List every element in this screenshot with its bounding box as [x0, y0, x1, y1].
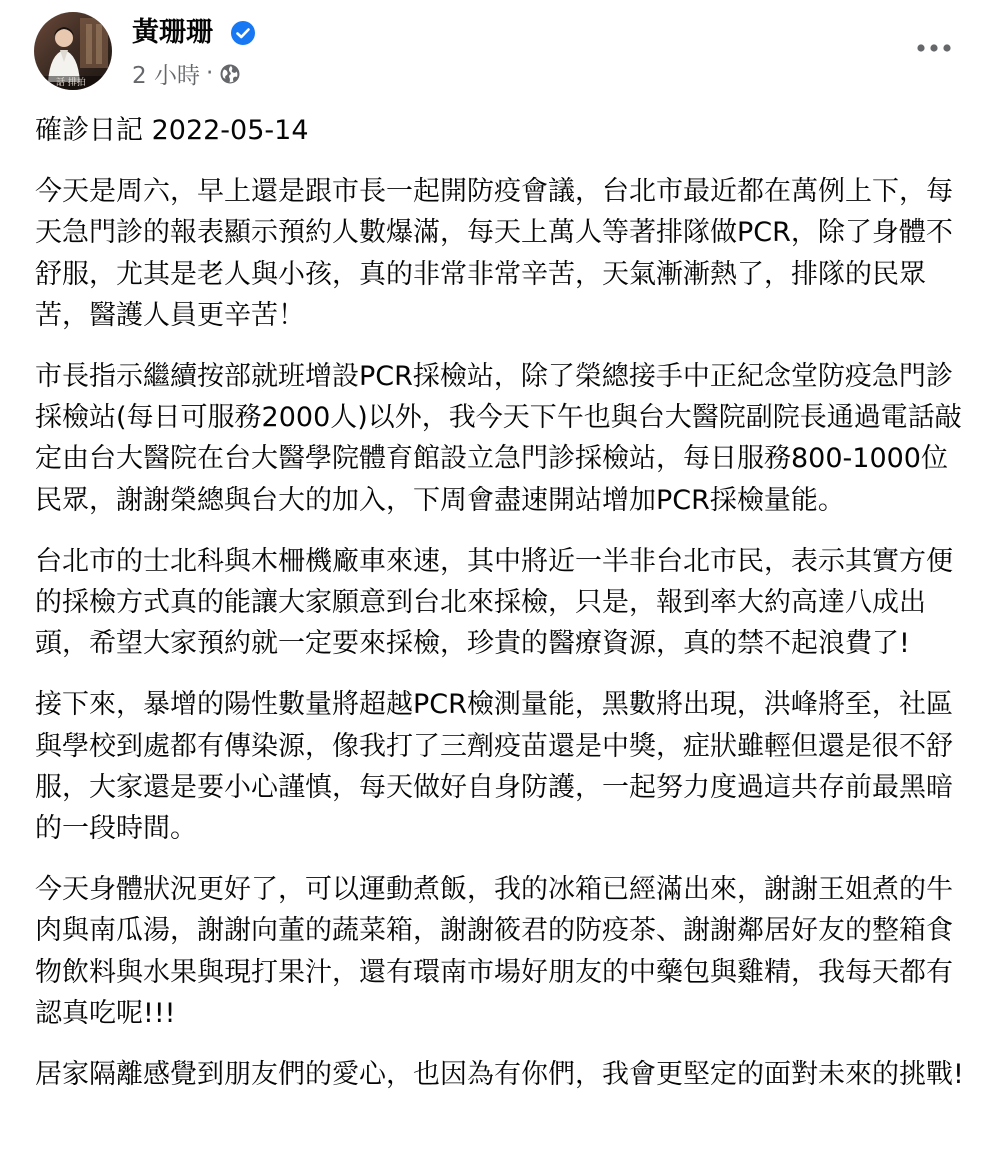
author-name[interactable]: 黃珊珊	[132, 17, 213, 48]
verified-badge-icon	[230, 20, 256, 46]
post-body	[35, 110, 970, 1115]
more-dots-icon	[917, 44, 951, 52]
post-paragraph: 接下來，暴增的陽性數量將超越PCR檢測量能，黑數將出現，洪峰將至，社區與學校到處都有傳染源，像我打了三劑疫苗還是中獎，症狀雖輕但還是很不舒服，大家還是要小心謹慎，每天做好自身防護，一起努力度過這共存前最黑暗的一段時間。	[35, 689, 953, 845]
meta-separator: ·	[205, 60, 214, 86]
post-timestamp[interactable]: 2 小時	[132, 62, 200, 89]
globe-icon[interactable]	[219, 63, 241, 85]
post-paragraph: 市長指示繼續按部就班增設PCR採檢站，除了榮總接手中正紀念堂防疫急門診採檢站(每日可服務2000人)以外，我今天下午也與台大醫院副院長通過電話敲定由台大醫院在台大醫學院體育館設立急門診採檢站，每日服務800-1000位民眾，謝謝榮總與台大的加入，下周會盡速開站增加PCR採檢量能。	[35, 361, 962, 516]
avatar[interactable]	[34, 12, 112, 90]
post-paragraph: 今天是周六，早上還是跟市長一起開防疫會議，台北市最近都在萬例上下，每天急門診的報表顯示預約人數爆滿，每天上萬人等著排隊做PCR，除了身體不舒服，尤其是老人與小孩，真的非常非常辛苦，天氣漸漸熱了，排隊的民眾苦，醫護人員更辛苦！	[35, 176, 953, 331]
post-title: 確診日記 2022-05-14	[35, 115, 309, 146]
post-meta	[132, 56, 241, 90]
post-paragraph: 今天身體狀況更好了，可以運動煮飯，我的冰箱已經滿出來，謝謝王姐煮的牛肉與南瓜湯，謝謝向董的蔬菜箱，謝謝筱君的防疫茶、謝謝鄰居好友的整箱食物飲料與水果與現打果汁，還有環南市場好朋友的中藥包與雞精，我每天都有認真吃呢!!!	[35, 874, 953, 1029]
post-header	[34, 12, 964, 92]
avatar-caption: 話 排拍	[56, 78, 86, 88]
post-paragraph: 台北市的士北科與木柵機廠車來速，其中將近一半非台北市民，表示其實方便的採檢方式真的能讓大家願意到台北來採檢，只是，報到率大約高達八成出頭，希望大家預約就一定要來採檢，珍貴的醫療資源，真的禁不起浪費了!	[35, 545, 953, 660]
more-options-button[interactable]	[912, 32, 956, 64]
post-paragraph: 居家隔離感覺到朋友們的愛心，也因為有你們，我會更堅定的面對未來的挑戰!	[35, 1059, 964, 1091]
